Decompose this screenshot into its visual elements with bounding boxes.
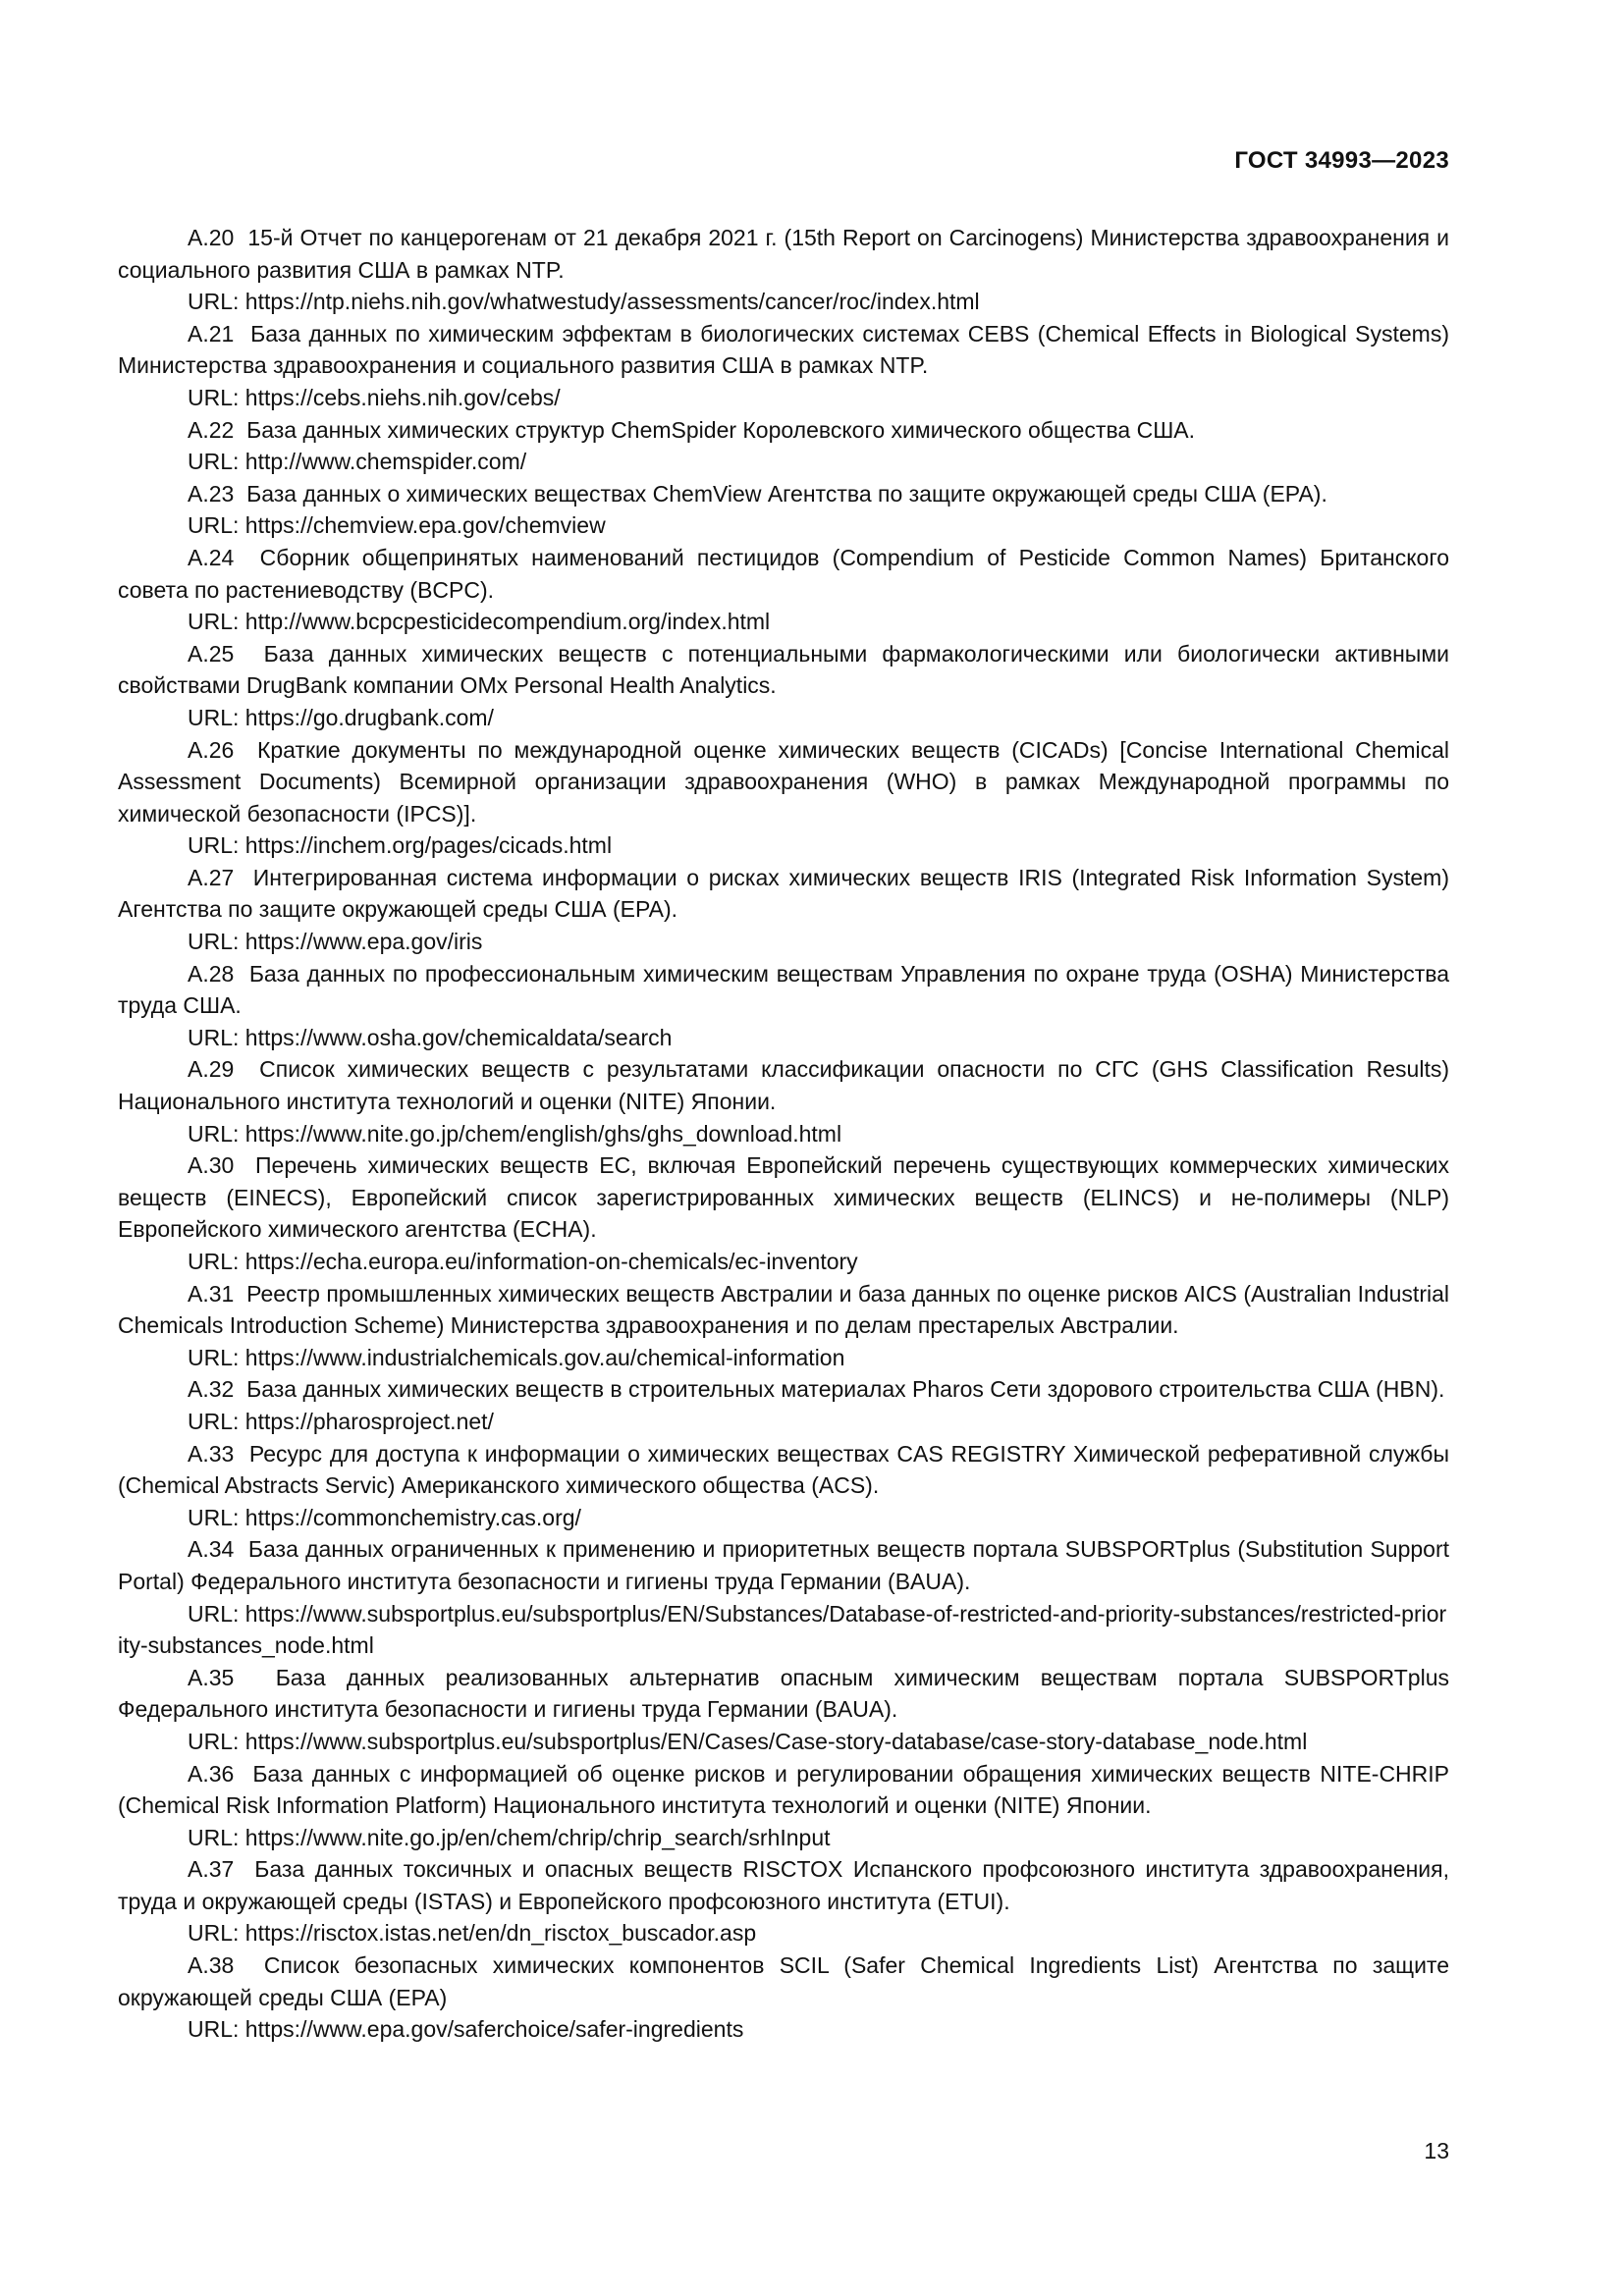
reference-number: А.34 — [188, 1536, 235, 1563]
reference-description — [118, 1533, 1449, 1597]
reference-text: База данных ограниченных к применению и приоритетных веществ портала SUBSPORTplus (Substitution Support Portal) Федерального института безопасности и гигиены труда Германии (BAUA). — [118, 1536, 1450, 1594]
reference-number: А.35 — [188, 1664, 235, 1690]
reference-text: База данных токсичных и опасных веществ RISCTOX Испанского профсоюзного института здравоохранения, труда и окружающей среды (ISTAS) и Европейского профсоюзного института (ETUI). — [118, 1856, 1449, 1914]
reference-text: 15-й Отчет по канцерогенам от 21 декабря 2021 г. (15th Report on Carcinogens) Министерства здравоохранения и социального развития США в рамках NTP. — [118, 225, 1449, 283]
reference-text: Список безопасных химических компонентов SCIL (Safer Chemical Ingredients List) Агентства по защите окружающей среды США (EPA) — [118, 1952, 1449, 2010]
reference-entry — [118, 1662, 1449, 1758]
reference-entry — [118, 1438, 1449, 1534]
reference-url: URL: https://pharosproject.net/ — [188, 1408, 494, 1434]
reference-number: А.22 — [188, 416, 235, 443]
reference-url: URL: https://www.industrialchemicals.gov.au/chemical-information — [188, 1344, 845, 1370]
reference-text: Список химических веществ с результатами классификации опасности по СГС (GHS Classification Results) Национального института технологий и оценки (NITE) Японии. — [118, 1056, 1449, 1115]
reference-url: URL: http://www.bcpcpesticidecompendium.org/index.html — [188, 609, 771, 635]
reference-entry — [118, 1533, 1449, 1661]
reference-entry — [118, 862, 1449, 958]
reference-url: URL: https://chemview.epa.gov/chemview — [188, 512, 606, 539]
reference-number: А.25 — [188, 640, 235, 667]
reference-entry — [118, 1758, 1449, 1854]
reference-description — [118, 958, 1449, 1022]
reference-description — [118, 1149, 1449, 1246]
reference-text: Сборник общепринятых наименований пестицидов (Compendium of Pesticide Common Names) Британского совета по растениеводству (BCPC). — [118, 544, 1450, 603]
reference-number: А.21 — [188, 320, 235, 347]
reference-text: База данных реализованных альтернатив опасным химическим веществам портала SUBSPORTplus Федерального института безопасности и гигиены труда Германии (BAUA). — [118, 1664, 1449, 1723]
reference-text: Перечень химических веществ ЕС, включая Европейский перечень существующих коммерческих химических веществ (EINECS), Европейский список зарегистрированных химических веществ (ELINCS) и не-полимеры (NLP) Европейского химического агентства (ECHA). — [118, 1152, 1450, 1243]
reference-number: А.33 — [188, 1440, 235, 1467]
reference-url: URL: https://www.epa.gov/iris — [188, 929, 483, 955]
reference-text: Реестр промышленных химических веществ Австралии и база данных по оценке рисков AICS (Australian Industrial Chemicals Introduction Scheme) Министерства здравоохранения и по делам престарелых Австралии. — [118, 1280, 1449, 1339]
reference-text: База данных химических веществ с потенциальными фармакологическими или биологически активными свойствами DrugBank компании OMx Personal Health Analytics. — [118, 640, 1449, 699]
reference-description — [118, 862, 1449, 926]
reference-description — [118, 478, 1449, 510]
reference-entry — [118, 1949, 1449, 2046]
reference-text: База данных по профессиональным химическим веществам Управления по охране труда (OSHA) Министерства труда США. — [118, 960, 1450, 1019]
reference-entry — [118, 958, 1449, 1054]
reference-url: URL: https://ntp.niehs.nih.gov/whatwestudy/assessments/cancer/roc/index.html — [188, 289, 980, 315]
reference-url: URL: https://commonchemistry.cas.org/ — [188, 1504, 581, 1530]
reference-description — [118, 414, 1449, 447]
reference-entry — [118, 638, 1449, 734]
reference-url: URL: https://www.osha.gov/chemicaldata/search — [188, 1024, 673, 1050]
reference-text: База данных о химических веществах ChemView Агентства по защите окружающей среды США (EPA). — [246, 480, 1327, 507]
reference-description — [118, 318, 1449, 382]
reference-description — [118, 1278, 1449, 1342]
reference-entry — [118, 222, 1449, 318]
reference-number: А.28 — [188, 960, 235, 987]
reference-url: URL: https://www.nite.go.jp/en/chem/chrip/chrip_search/srhInput — [188, 1824, 831, 1850]
reference-url: URL: https://www.subsportplus.eu/subsportplus/EN/Substances/Database-of-restricted-and-priority-substances/restricted-priority-substances_node.html — [118, 1600, 1447, 1659]
reference-entry — [118, 1278, 1449, 1374]
reference-url: URL: https://inchem.org/pages/cicads.html — [188, 832, 613, 859]
reference-entry — [118, 1053, 1449, 1149]
reference-description — [118, 1758, 1449, 1822]
reference-number: А.32 — [188, 1376, 235, 1403]
reference-url: URL: https://echa.europa.eu/information-on-chemicals/ec-inventory — [188, 1249, 858, 1274]
reference-url: URL: http://www.chemspider.com/ — [188, 449, 527, 475]
reference-description — [118, 734, 1449, 830]
reference-number: А.24 — [188, 544, 235, 570]
reference-text: База данных по химическим эффектам в биологических системах CEBS (Chemical Effects in Biological Systems) Министерства здравоохранения и социального развития США в рамках NTP. — [118, 320, 1449, 379]
reference-number: А.26 — [188, 736, 235, 763]
reference-url: URL: https://www.epa.gov/saferchoice/safer-ingredients — [188, 2016, 744, 2043]
page-number: 13 — [1424, 2138, 1449, 2163]
reference-text: Краткие документы по международной оценке химических веществ (CICADs) [Concise International Chemical Assessment Documents) Всемирной организации здравоохранения (WHO) в рамках Международной программы по химической безопасности (IPCS)]. — [118, 736, 1449, 827]
reference-description — [118, 1662, 1449, 1726]
reference-entry — [118, 414, 1449, 478]
reference-number: А.38 — [188, 1952, 235, 1979]
reference-text: База данных химических структур ChemSpider Королевского химического общества США. — [246, 416, 1196, 443]
reference-description — [118, 542, 1449, 606]
reference-list — [118, 222, 1449, 2046]
reference-text: Интегрированная система информации о рисках химических веществ IRIS (Integrated Risk Information System) Агентства по защите окружающей среды США (EPA). — [118, 864, 1450, 923]
reference-number: А.29 — [188, 1056, 235, 1083]
reference-entry — [118, 318, 1449, 414]
reference-description — [118, 1053, 1449, 1117]
reference-text: Ресурс для доступа к информации о химических веществах CAS REGISTRY Химической реферативной службы (Chemical Abstracts Servic) Американского химического общества (ACS). — [118, 1440, 1449, 1499]
reference-entry — [118, 734, 1449, 862]
reference-description — [118, 1949, 1449, 2013]
document-header — [1234, 147, 1449, 175]
reference-description — [118, 1438, 1449, 1502]
reference-entry — [118, 1373, 1449, 1437]
reference-number: А.20 — [188, 225, 235, 250]
reference-description — [118, 1373, 1449, 1406]
reference-url: URL: https://risctox.istas.net/en/dn_risctox_buscador.asp — [188, 1920, 757, 1947]
reference-entry — [118, 542, 1449, 638]
reference-number: А.36 — [188, 1760, 235, 1787]
reference-number: А.27 — [188, 864, 235, 890]
reference-text: База данных с информацией об оценке рисков и регулировании обращения химических веществ NITE-CHRIP (Chemical Risk Information Platform) Национального института технологий и оценки (NITE) Японии. — [118, 1760, 1450, 1819]
reference-text: База данных химических веществ в строительных материалах Pharos Сети здорового строительства США (HBN). — [246, 1376, 1445, 1403]
reference-description — [118, 222, 1449, 286]
reference-entry — [118, 478, 1449, 542]
reference-description — [118, 638, 1449, 702]
reference-entry — [118, 1853, 1449, 1949]
reference-url: URL: https://www.nite.go.jp/chem/english/ghs/ghs_download.html — [188, 1120, 842, 1147]
reference-url: URL: https://www.subsportplus.eu/subsportplus/EN/Cases/Case-story-database/case-story-database_node.html — [188, 1728, 1308, 1754]
reference-number: А.23 — [188, 480, 235, 507]
reference-description — [118, 1853, 1449, 1917]
document-id: ГОСТ 34993—2023 — [1234, 147, 1449, 174]
reference-number: А.37 — [188, 1856, 235, 1883]
reference-number: А.30 — [188, 1152, 235, 1179]
reference-number: А.31 — [188, 1280, 235, 1307]
reference-entry — [118, 1149, 1449, 1277]
reference-url: URL: https://cebs.niehs.nih.gov/cebs/ — [188, 384, 561, 410]
reference-url: URL: https://go.drugbank.com/ — [188, 704, 494, 730]
